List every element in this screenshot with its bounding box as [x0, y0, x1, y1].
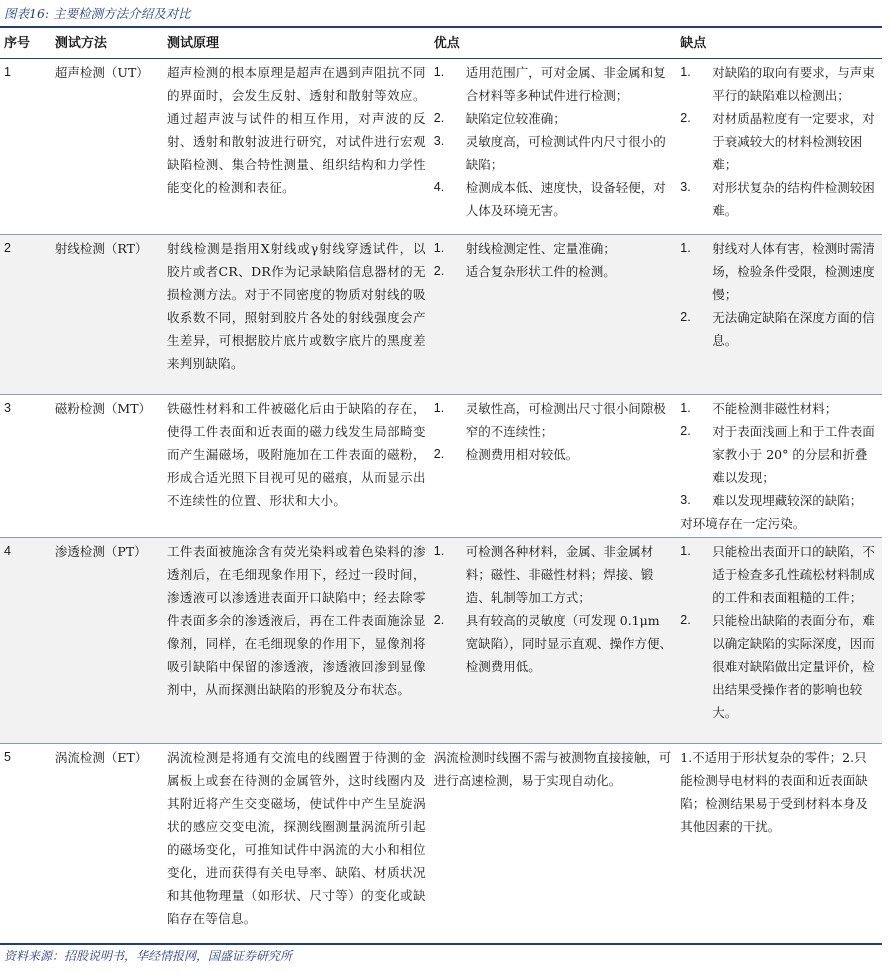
advantages-cell: 涡流检测时线圈不需与被测物直接接触，可进行高速检测，易于实现自动化。: [430, 744, 676, 944]
header-disadvantages: 缺点: [676, 28, 882, 59]
disadvantages-cell: [676, 235, 882, 395]
table-row: [0, 538, 882, 744]
row-number: 3: [0, 395, 51, 538]
row-number: 5: [0, 744, 51, 944]
advantage-item: 2. 适合复杂形状工件的检测。: [433, 264, 616, 279]
method-cell: 磁粉检测（MT）: [51, 395, 163, 538]
chart-title: 图表16: 主要检测方法介绍及对比: [4, 6, 191, 21]
principle-cell: 涡流检测是将通有交流电的线圈置于待测的金属板上或套在待测的金属管外，这时线圈内及其附近将产生交变磁场，使试件中产生呈旋涡状的感应交变电流，探测线圈测量涡流所引起的磁场变化，可推知试件中涡流的大小和相位变化，进而获得有关电导率、缺陷、材质状况和其他物理量（如形状、尺寸等）的变化或缺陷存在等信息。: [163, 744, 430, 944]
principle-cell: 工件表面被施涂含有荧光染料或着色染料的渗透剂后，在毛细现象作用下，经过一段时间，渗透液可以渗透进表面开口缺陷中；经去除零件表面多余的渗透液后，再在工件表面施涂显像剂，同样，在毛细现象的作用下，显像剂将吸引缺陷中保留的渗透液，渗透液回渗到显像剂中，从而探测出缺陷的形貌及分布状态。: [163, 538, 430, 744]
method-cell: 渗透检测（PT）: [51, 538, 163, 744]
advantage-item: 1. 适用范围广，可对金属、非金属和复合材料等多种试件进行检测；: [433, 65, 666, 103]
advantage-item: 2. 检测费用相对较低。: [433, 447, 579, 462]
row-number: 4: [0, 538, 51, 744]
advantage-item: 2. 缺陷定位较准确；: [433, 111, 566, 126]
advantages-cell: [430, 235, 676, 395]
table-row: [0, 744, 882, 944]
disadvantage-item: 2. 对材质晶粒度有一定要求，对于衰减较大的材料检测较困难；: [680, 111, 875, 172]
method-cell: 射线检测（RT）: [51, 235, 163, 395]
comparison-table: [0, 28, 882, 944]
table-row: [0, 395, 882, 538]
header-method: 测试方法: [51, 28, 163, 59]
disadvantage-item: 2. 对于表面浅画上和于工件表面家教小于 20° 的分层和折叠难以发现；: [680, 424, 875, 485]
header-principle: 测试原理: [163, 28, 430, 59]
row-number: 1: [0, 59, 51, 235]
chart-title-bar: [0, 0, 882, 28]
disadvantage-item: 1. 不能检测非磁性材料；: [680, 401, 838, 416]
disadvantage-item: 3. 对形状复杂的结构件检测较困难。: [680, 180, 875, 218]
method-cell: 超声检测（UT）: [51, 59, 163, 235]
disadvantage-note: 对环境存在一定污染。: [680, 516, 806, 531]
advantages-cell: [430, 59, 676, 235]
source-note: 资料来源：招股说明书，华经情报网，国盛证券研究所: [4, 949, 293, 963]
disadvantages-cell: [676, 538, 882, 744]
disadvantage-item: 2. 无法确定缺陷在深度方面的信息。: [680, 310, 875, 348]
advantages-cell: [430, 538, 676, 744]
advantage-item: 1. 可检测各种材料，金属、非金属材料；磁性、非磁性材料；焊接、锻造、轧制等加工方式；: [433, 544, 654, 605]
advantage-item: 4. 检测成本低、速度快，设备轻便，对人体及环境无害。: [433, 180, 666, 218]
disadvantage-item: 1. 只能检出表面开口的缺陷，不适于检查多孔性疏松材料制成的工件和表面粗糙的工件；: [680, 544, 875, 605]
disadvantage-item: 3. 难以发现埋藏较深的缺陷；: [680, 493, 863, 508]
advantage-item: 1. 射线检测定性、定量准确；: [433, 241, 616, 256]
disadvantages-cell: [676, 59, 882, 235]
table-row: [0, 235, 882, 395]
advantage-item: 1. 灵敏性高，可检测出尺寸很小间隙极窄的不连续性；: [433, 401, 666, 439]
header-no: 序号: [0, 28, 51, 59]
disadvantage-item: 2. 只能检出缺陷的表面分布，难以确定缺陷的实际深度，因而很难对缺陷做出定量评价，检出结果受操作者的影响也较大。: [680, 613, 875, 720]
disadvantages-cell: [676, 395, 882, 538]
table-row: [0, 59, 882, 235]
header-row: [0, 28, 882, 59]
principle-cell: 超声检测的根本原理是超声在遇到声阻抗不同的界面时，会发生反射、透射和散射等效应。通过超声波与试件的相互作用，对声波的反射、透射和散射波进行研究，对试件进行宏观缺陷检测、集合特性测量、组织结构和力学性能变化的检测和表征。: [163, 59, 430, 235]
disadvantage-item: 1. 对缺陷的取向有要求，与声束平行的缺陷难以检测出；: [680, 65, 875, 103]
principle-cell: 射线检测是指用X射线或γ射线穿透试件，以胶片或者CR、DR作为记录缺陷信息器材的无损检测方法。对于不同密度的物质对射线的吸收系数不同，照射到胶片各处的射线强度会产生差异，可根据胶片底片或数字底片的黑度差来判别缺陷。: [163, 235, 430, 395]
advantage-item: 2. 具有较高的灵敏度（可发现 0.1μm 宽缺陷），同时显示直观、操作方便、检测费用低。: [433, 613, 673, 674]
method-cell: 涡流检测（ET）: [51, 744, 163, 944]
advantage-item: 3. 灵敏度高，可检测试件内尺寸很小的缺陷；: [433, 134, 666, 172]
row-number: 2: [0, 235, 51, 395]
disadvantage-item: 1. 射线对人体有害，检测时需清场，检验条件受限，检测速度慢；: [680, 241, 875, 302]
header-advantages: 优点: [430, 28, 676, 59]
disadvantages-cell: 1.不适用于形状复杂的零件；2.只能检测导电材料的表面和近表面缺陷；检测结果易于受到材料本身及其他因素的干扰。: [676, 744, 882, 944]
advantages-cell: [430, 395, 676, 538]
source-bar: [0, 943, 882, 969]
principle-cell: 铁磁性材料和工件被磁化后由于缺陷的存在，使得工件表面和近表面的磁力线发生局部畸变而产生漏磁场，吸附施加在工件表面的磁粉，形成合适光照下目视可见的磁痕，从而显示出不连续性的位置、形状和大小。: [163, 395, 430, 538]
